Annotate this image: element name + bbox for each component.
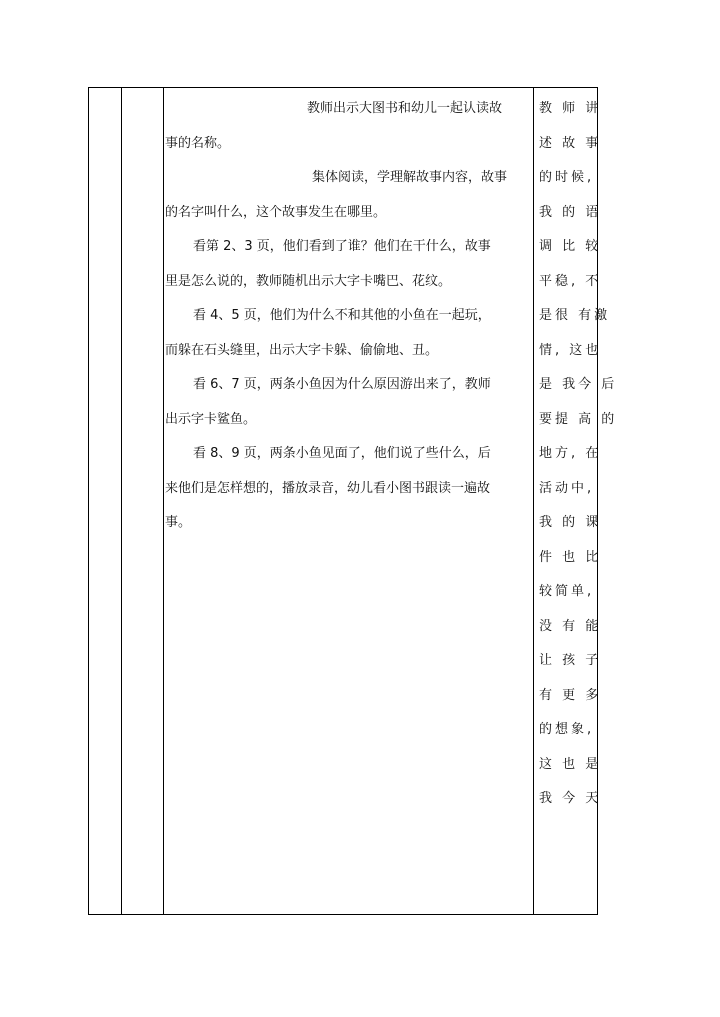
paragraph-line: 集体阅读，学理解故事内容，故事 [312, 170, 508, 185]
reflection-line: 这 也 是 [539, 756, 602, 772]
reflection-line: 我 的 课 [539, 515, 602, 530]
reflection-line: 较简单, [539, 584, 595, 599]
column-divider-1 [121, 88, 122, 914]
paragraph-6 [165, 437, 529, 541]
reflection-line: 情, 这也 [539, 342, 602, 358]
paragraph-line: 看 8、9 页，两条小鱼见面了，他们说了些什么，后 [193, 446, 491, 461]
paragraph-5 [165, 368, 529, 437]
reflection-line: 我 今 天 [539, 791, 602, 806]
reflection-line: 教 师 讲 [539, 101, 602, 116]
reflection-line: 让 孩 子 [539, 653, 602, 668]
reflection-line: 我 的 语 [539, 204, 602, 220]
reflection-line: 是很 有激 [539, 308, 611, 323]
paragraph-line: 事。 [165, 515, 192, 530]
paragraph-line: 里是怎么说的，教师随机出示大字卡嘴巴、花纹。 [165, 273, 452, 289]
paragraph-line: 看第 2、3 页，他们看到了谁？他们在干什么，故事 [193, 239, 491, 254]
paragraph-line: 出示字卡鲨鱼。 [165, 411, 257, 427]
column-divider-2 [163, 88, 164, 914]
reflection-line: 要提 高 的 [539, 411, 618, 427]
reflection-line: 述 故 事 [539, 135, 602, 151]
paragraph-2 [165, 161, 529, 230]
paragraph-1 [165, 92, 529, 161]
paragraph-line: 而躲在石头缝里，出示大字卡躲、偷偷地、丑。 [165, 342, 439, 358]
reflection-line: 没 有 能 [539, 618, 602, 634]
reflection-line: 有 更 多 [539, 687, 602, 703]
reflection-line: 的想象, [539, 722, 595, 737]
reflection-line: 调 比 较 [539, 239, 602, 254]
paragraph-line: 来他们是怎样想的，播放录音，幼儿看小图书跟读一遍故 [165, 480, 491, 496]
paragraph-4 [165, 299, 529, 368]
reflection-line: 地方, 在 [539, 446, 602, 461]
reflection-line: 活动中, [539, 480, 595, 496]
column-divider-3 [533, 88, 534, 914]
paragraph-line: 事的名称。 [165, 135, 231, 151]
reflection-line: 件 也 比 [539, 549, 602, 565]
paragraph-line: 的名字叫什么，这个故事发生在哪里。 [165, 204, 387, 220]
reflection-cell [539, 92, 618, 817]
paragraph-line: 看 6、7 页，两条小鱼因为什么原因游出来了，教师 [193, 377, 491, 392]
reflection-line: 的时候, [539, 170, 595, 185]
paragraph-3 [165, 230, 529, 299]
activity-process-cell [165, 92, 529, 541]
paragraph-line: 看 4、5 页，他们为什么不和其他的小鱼在一起玩， [193, 308, 491, 323]
reflection-line: 平稳, 不 [539, 273, 602, 289]
reflection-line: 是 我今 后 [539, 377, 618, 392]
paragraph-line: 教师出示大图书和幼儿一起认读故 [307, 101, 503, 116]
